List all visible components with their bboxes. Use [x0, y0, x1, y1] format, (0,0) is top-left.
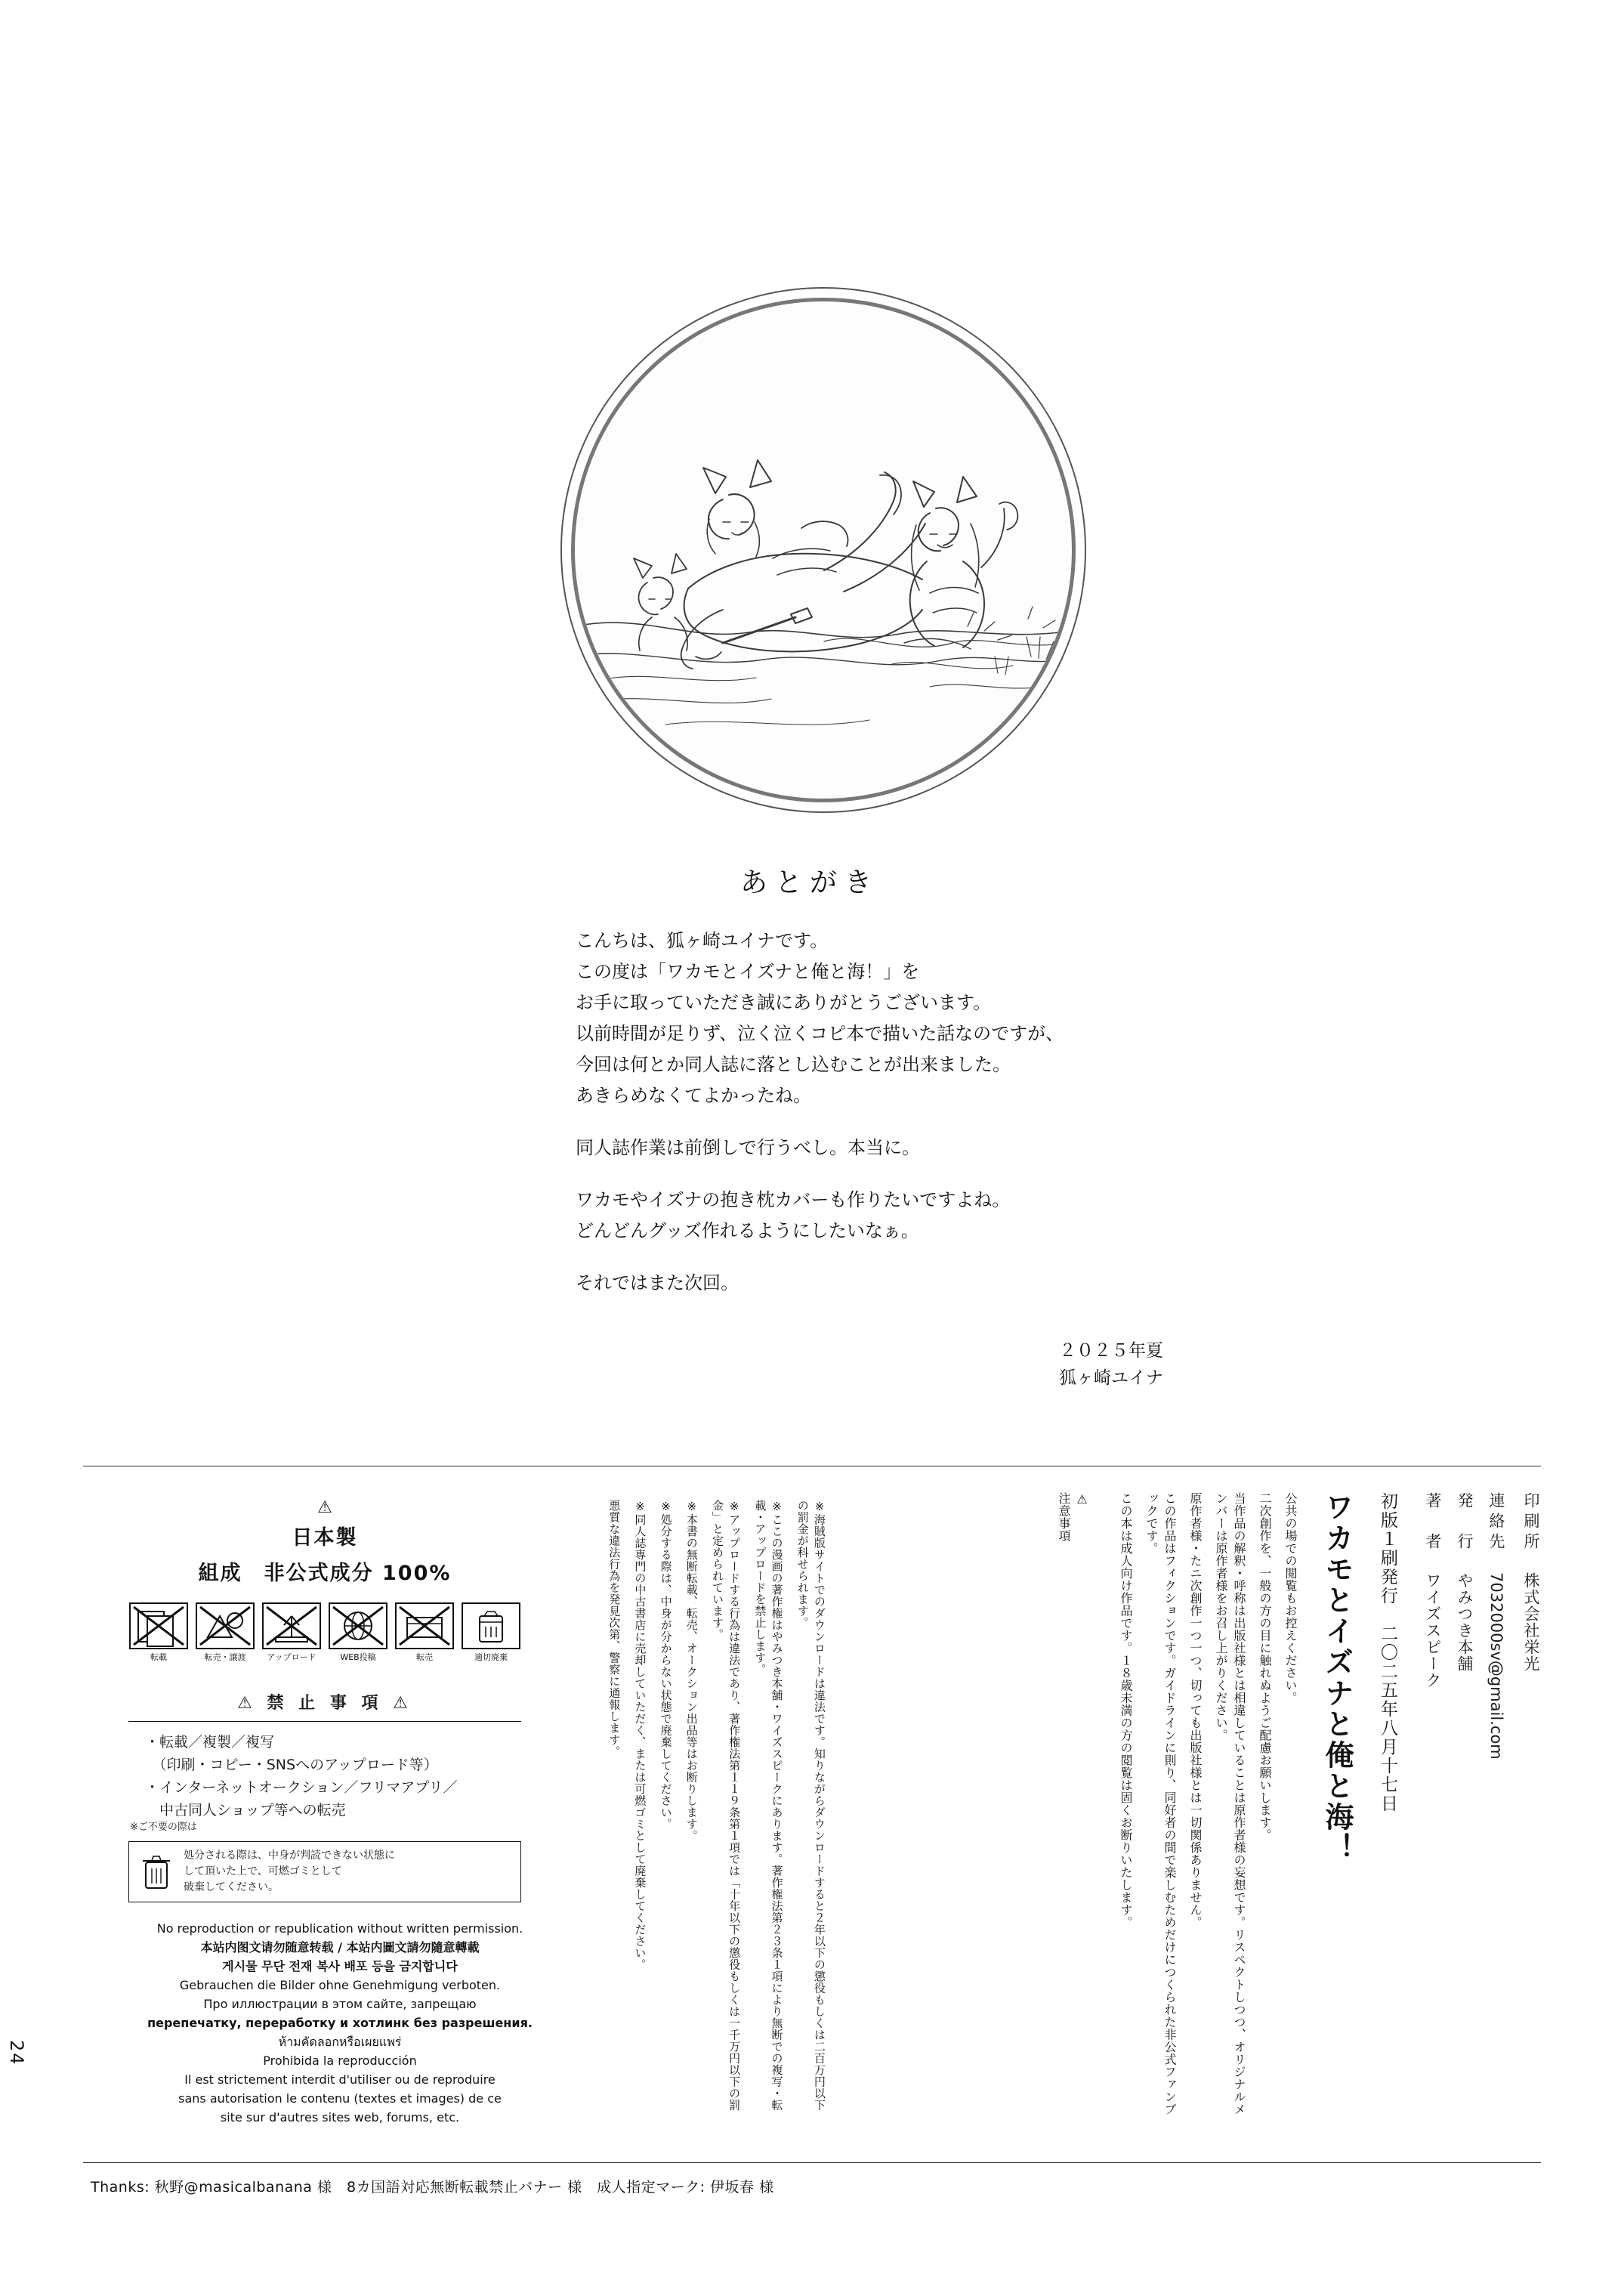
colophon-edition: 初版１刷発行 二〇二五年八月十七日 — [1378, 1492, 1397, 1813]
legal-column: ※本書の無断転載、転売、オークション出品等はお断りします。 — [684, 1500, 699, 1842]
icon-cell — [196, 1602, 255, 1664]
legal-column: ※海賊版サイトでのダウンロードは違法です。知りながらダウンロードすると２年以下の懲役もしくは二百万円以下の罰金が科せられます。 — [795, 1500, 826, 2111]
notice-column: 当作品の解釈・呼称は出版社様とは相違していることは原作者様の妄想です。リスペクトしつつ、オリジナルメンバーは原作者様をお召し上がりください。 — [1214, 1492, 1246, 2115]
icon-cell — [329, 1602, 387, 1664]
prohibition-icon-row — [113, 1602, 536, 1664]
no-reprint-icon — [129, 1602, 188, 1649]
warning-triangle-icon: ⚠ — [1075, 1492, 1089, 1507]
icon-caption: 転売・譲渡 — [204, 1652, 246, 1662]
ban-divider — [128, 1721, 521, 1722]
ban-item: ・転載／複製／複写 — [145, 1734, 275, 1751]
warning-triangle-icon: ⚠ — [237, 1694, 257, 1713]
multilang-line: перепечатку, переработку и хотлинк без разрешения. — [147, 2016, 533, 2030]
multilang-line: site sur d'autres sites web, forums, etc. — [220, 2110, 460, 2125]
colophon-title: ワカモとイズナと俺と海！ — [1320, 1492, 1354, 1864]
disposal-note-box — [128, 1841, 521, 1902]
icon-cell — [462, 1602, 520, 1664]
icon-cell — [129, 1602, 188, 1664]
disposal-note-title: ※ご不要の際は — [130, 1822, 197, 1833]
credit-value: ワイズスピーク — [1424, 1572, 1442, 1689]
credit-row — [1520, 1492, 1542, 1915]
credit-row — [1453, 1492, 1476, 1915]
icon-caption: 適切廃棄 — [474, 1652, 508, 1662]
composition-label: 組成 非公式成分 100% — [198, 1562, 452, 1585]
no-resale-icon — [196, 1602, 255, 1649]
page-number: 24 — [6, 2040, 27, 2066]
multilang-line: 本站内图文请勿随意转载 / 本站内圖文請勿隨意轉載 — [200, 1940, 480, 1955]
thanks-line: Thanks: 秋野@masicalbanana 様 8カ国語対応無断転載禁止バナー 様 成人指定マーク: 伊坂春 様 — [91, 2179, 774, 2196]
ban-list — [113, 1731, 536, 1822]
notice-heading-text: 注意事項 — [1057, 1492, 1071, 1542]
icon-caption: 転売 — [416, 1652, 433, 1662]
warning-triangle-icon: ⚠ — [393, 1694, 412, 1713]
illustration-artwork — [575, 301, 1072, 799]
no-resell-glyph — [397, 1604, 452, 1648]
afterword-signature: ２０２５年夏 狐ヶ崎ユイナ — [1059, 1341, 1163, 1388]
legal-column: 悪質な違法行為を発見次第、警察に通報します。 — [607, 1500, 622, 1757]
afterword-illustration — [560, 287, 1089, 816]
credit-value: やみつき本舗 — [1456, 1572, 1474, 1672]
credit-label: 著 者 — [1424, 1492, 1442, 1553]
multilang-line: Gebrauchen die Bilder ohne Genehmigung verboten. — [179, 1978, 501, 1992]
no-resell-icon — [395, 1602, 454, 1649]
legal-column: ※ここの漫画の著作権はやみつき本舗・ワイズスピークにあります。著作権法第２３条１項により無断での複写・転載・アップロードを禁止します。 — [753, 1500, 784, 2111]
ban-heading-text: 禁 止 事 項 — [267, 1694, 383, 1713]
trash-bin-icon — [137, 1850, 176, 1894]
legal-column: ※処分する際は、中身が分からない状態で廃棄してください。 — [659, 1500, 673, 1830]
multilang-line: 게시물 무단 전재 복사 배포 등을 금지합니다 — [222, 1959, 458, 1973]
proper-disposal-glyph — [463, 1604, 519, 1648]
disposal-note-text: 処分される際は、中身が判読できない状態に して頂いた上で、可燃ゴミとして 破棄してください。 — [184, 1850, 395, 1893]
proper-disposal-icon — [462, 1602, 520, 1649]
ban-heading — [113, 1690, 536, 1714]
afterword-body — [576, 926, 1165, 1320]
multilang-line: No reproduction or republication without written permission. — [156, 1921, 523, 1936]
afterword-paragraph-3: ワカモやイズナの抱き枕カバーも作りたいですよね。 どんどんグッズ作れるようにしたいなぁ。 — [576, 1189, 1011, 1241]
notice-column: この本は成人向け作品です。１８歳未満の方の閲覧は固くお断りいたします。 — [1119, 1492, 1133, 1929]
notice-column: 原作者様・たニ次創作一つ一つ、切っても出版社様とは一切関係ありません。 — [1188, 1492, 1203, 1929]
credit-value: 株式会社栄光 — [1522, 1572, 1540, 1672]
ban-item: （印刷・コピー・SNSへのアップロード等） — [145, 1757, 438, 1773]
multilingual-notice — [113, 1919, 567, 2127]
trash-bin-glyph — [137, 1850, 176, 1894]
ban-item: ・インターネットオークション／フリマアプリ／ — [145, 1779, 458, 1796]
icon-cell — [262, 1602, 321, 1664]
no-reprint-glyph — [131, 1604, 187, 1648]
multilang-line: Prohibida la reproducción — [263, 2054, 417, 2068]
ban-item: 中古同人ショップ等への転売 — [145, 1802, 346, 1819]
notice-column: 公共の場での閲覧もお控えください。 — [1283, 1492, 1298, 1704]
legal-block — [597, 1500, 828, 2127]
no-web-post-glyph — [330, 1604, 386, 1648]
legal-column: ※アップロードする行為は違法であり、著作権法第１１９条第１項では「十年以下の懲役もしくは一千万円以下の罰金」と定められています。 — [710, 1500, 742, 2111]
prohibition-block — [113, 1500, 536, 1902]
notice-heading — [1054, 1492, 1109, 2127]
multilang-line: Про иллюстрации в этом сайте, запрещаю — [203, 1997, 477, 2011]
multilang-line: ห้ามคัดลอกหรือเผยแพร่ — [278, 2035, 402, 2049]
divider-bottom — [83, 2162, 1541, 2163]
credit-row — [1485, 1492, 1511, 1915]
afterword-paragraph-1: こんちは、狐ヶ崎ユイナです。 この度は「ワカモとイズナと俺と海！」を お手に取っていただき誠にありがとうございます。 以前時間が足りず、泣く泣くコピ本で描いた話なのですが、 今回は何とか同人誌に落とし込むことが出来ました。 あきらめなくてよかったね。 — [576, 930, 1064, 1106]
no-upload-glyph — [264, 1604, 320, 1648]
notice-column: この作品はフィクションです。ガイドラインに則り、同好者の間で楽しむためだけにつくられた非公式ファンブックです。 — [1144, 1492, 1177, 2115]
credit-label: 連絡先 — [1487, 1492, 1505, 1553]
credit-label: 印刷所 — [1522, 1492, 1540, 1553]
made-in-label: 日本製 — [292, 1526, 358, 1550]
colophon-credits — [1413, 1492, 1542, 1915]
no-upload-icon — [262, 1602, 321, 1649]
credit-label: 発 行 — [1456, 1492, 1474, 1553]
credit-row — [1422, 1492, 1444, 1915]
illustration-inner-ring — [571, 298, 1076, 802]
legal-column: ※同人誌専門の中古書店に売却していただく、または可燃ゴミとして廃棄してください。 — [633, 1500, 647, 1970]
no-resale-glyph — [197, 1604, 253, 1648]
afterword-title: あとがき — [740, 867, 880, 898]
icon-caption: WEB投稿 — [340, 1652, 376, 1662]
no-web-post-icon — [329, 1602, 387, 1649]
multilang-line: sans autorisation le contenu (textes et images) de ce — [178, 2091, 502, 2106]
warning-triangle-icon: ⚠ — [317, 1498, 332, 1517]
multilang-line: Il est strictement interdit d'utiliser ou de reproduire — [184, 2072, 496, 2087]
notice-column: 二次創作を、一般の方の目に触れぬようご配慮お願いします。 — [1258, 1492, 1272, 1841]
colophon — [1301, 1492, 1542, 2142]
credit-value-email: 7032000sv@gmail.com — [1487, 1572, 1505, 1760]
afterword-paragraph-2: 同人誌作業は前倒しで行うべし。本当に。 — [576, 1137, 920, 1158]
notice-block — [1047, 1492, 1299, 2142]
icon-caption: アップロード — [267, 1652, 316, 1662]
icon-cell — [395, 1602, 454, 1664]
afterword-paragraph-4: それではまた次回。 — [576, 1272, 739, 1293]
icon-caption: 転載 — [150, 1652, 167, 1662]
